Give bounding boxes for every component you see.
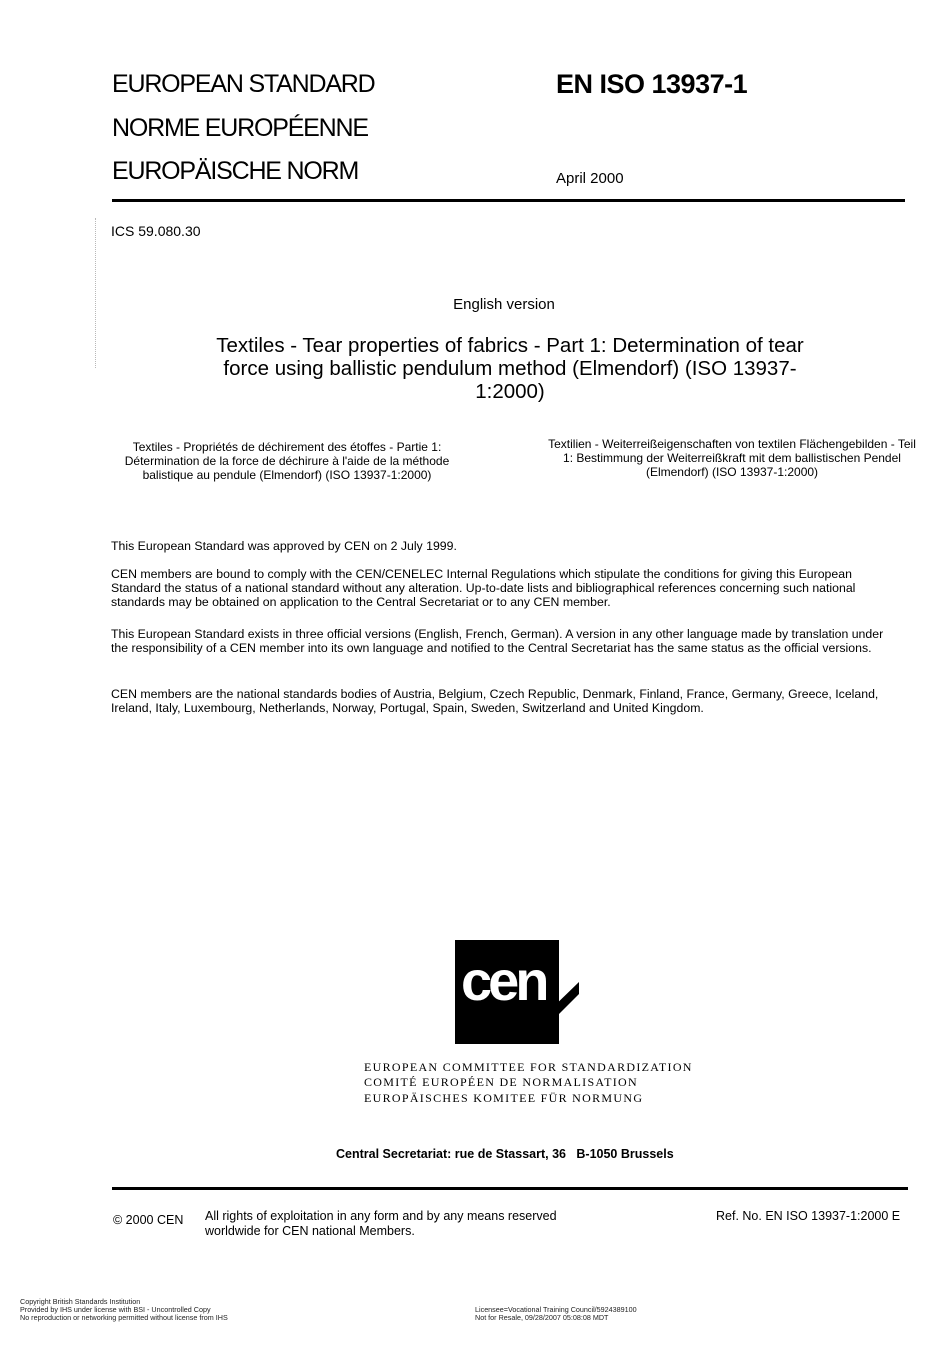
license-line-3: No reproduction or networking permitted without license from IHS bbox=[20, 1313, 228, 1322]
document-title: Textiles - Tear properties of fabrics - Part 1: Determination of tear force using ballistic pendulum method (Elmendorf) (ISO 13937-1:2000) bbox=[216, 334, 804, 403]
central-secretariat: Central Secretariat: rue de Stassart, 36 B-1050 Brussels bbox=[336, 1147, 674, 1161]
approval-paragraph: This European Standard was approved by CEN on 2 July 1999. bbox=[111, 539, 457, 553]
license-line-1: Copyright British Standards Institution bbox=[20, 1297, 141, 1306]
versions-paragraph: This European Standard exists in three official versions (English, French, German). A version in any other language made by translation under the responsibility of a CEN member into its own language and notified to the Central Secretariat has the same status as the official versions. bbox=[111, 627, 884, 655]
publication-date: April 2000 bbox=[556, 170, 624, 187]
title-norme-europeenne: NORME EUROPÉENNE bbox=[112, 114, 368, 142]
rights-line-1: All rights of exploitation in any form and by any means reserved bbox=[205, 1209, 557, 1223]
title-europaische-norm: EUROPÄISCHE NORM bbox=[112, 157, 359, 185]
version-label: English version bbox=[453, 296, 555, 313]
copyright-notice: © 2000 CEN bbox=[113, 1213, 184, 1227]
footer-rule bbox=[112, 1187, 908, 1190]
title-english-standard: EUROPEAN STANDARD bbox=[112, 70, 375, 98]
resale-line: Not for Resale, 09/28/2007 05:08:08 MDT bbox=[475, 1313, 609, 1322]
header-rule bbox=[112, 199, 905, 202]
members-paragraph: CEN members are the national standards bodies of Austria, Belgium, Czech Republic, Denmark, Finland, France, Germany, Greece, Iceland, Ireland, Italy, Luxembourg, Netherlands, Norway, Portugal, Spain, Sweden, Switzerland and United Kingdom. bbox=[111, 687, 879, 715]
title-french: Textiles - Propriétés de déchirement des étoffes - Partie 1: Détermination de la force de déchirure à l'aide de la méthode balistique au pendule (Elmendorf) (ISO 13937-1:2000) bbox=[124, 440, 450, 482]
license-line-2: Provided by IHS under license with BSI - Uncontrolled Copy bbox=[20, 1305, 211, 1314]
margin-dots bbox=[95, 218, 97, 368]
standard-number: EN ISO 13937-1 bbox=[556, 69, 748, 99]
regulations-paragraph: CEN members are bound to comply with the CEN/CENELEC Internal Regulations which stipulate the conditions for giving this European Standard the status of a national standard without any alteration. Up-to-date lists and bibliographical references concerning such national standards may be obtained on application to the Central Secretariat or to any CEN member. bbox=[111, 567, 856, 609]
reference-number: Ref. No. EN ISO 13937-1:2000 E bbox=[716, 1209, 901, 1223]
title-german: Textilien - Weiterreißeigenschaften von textilen Flächengebilden - Teil 1: Bestimmung der Weiterreißkraft mit dem ballistischen Pendel (Elmendorf) (ISO 13937-1:2000) bbox=[548, 437, 916, 479]
cen-logo-icon bbox=[455, 940, 579, 1044]
committee-french: COMITÉ EUROPÉEN DE NORMALISATION bbox=[364, 1075, 638, 1089]
rights-line-2: worldwide for CEN national Members. bbox=[205, 1224, 415, 1238]
committee-german: EUROPÄISCHES KOMITEE FÜR NORMUNG bbox=[364, 1091, 644, 1105]
committee-english: EUROPEAN COMMITTEE FOR STANDARDIZATION bbox=[364, 1060, 693, 1074]
cen-logo-text: cen bbox=[461, 949, 546, 1012]
licensee-line: Licensee=Vocational Training Council/5924389100 bbox=[475, 1305, 637, 1314]
ics-code: ICS 59.080.30 bbox=[111, 223, 201, 239]
